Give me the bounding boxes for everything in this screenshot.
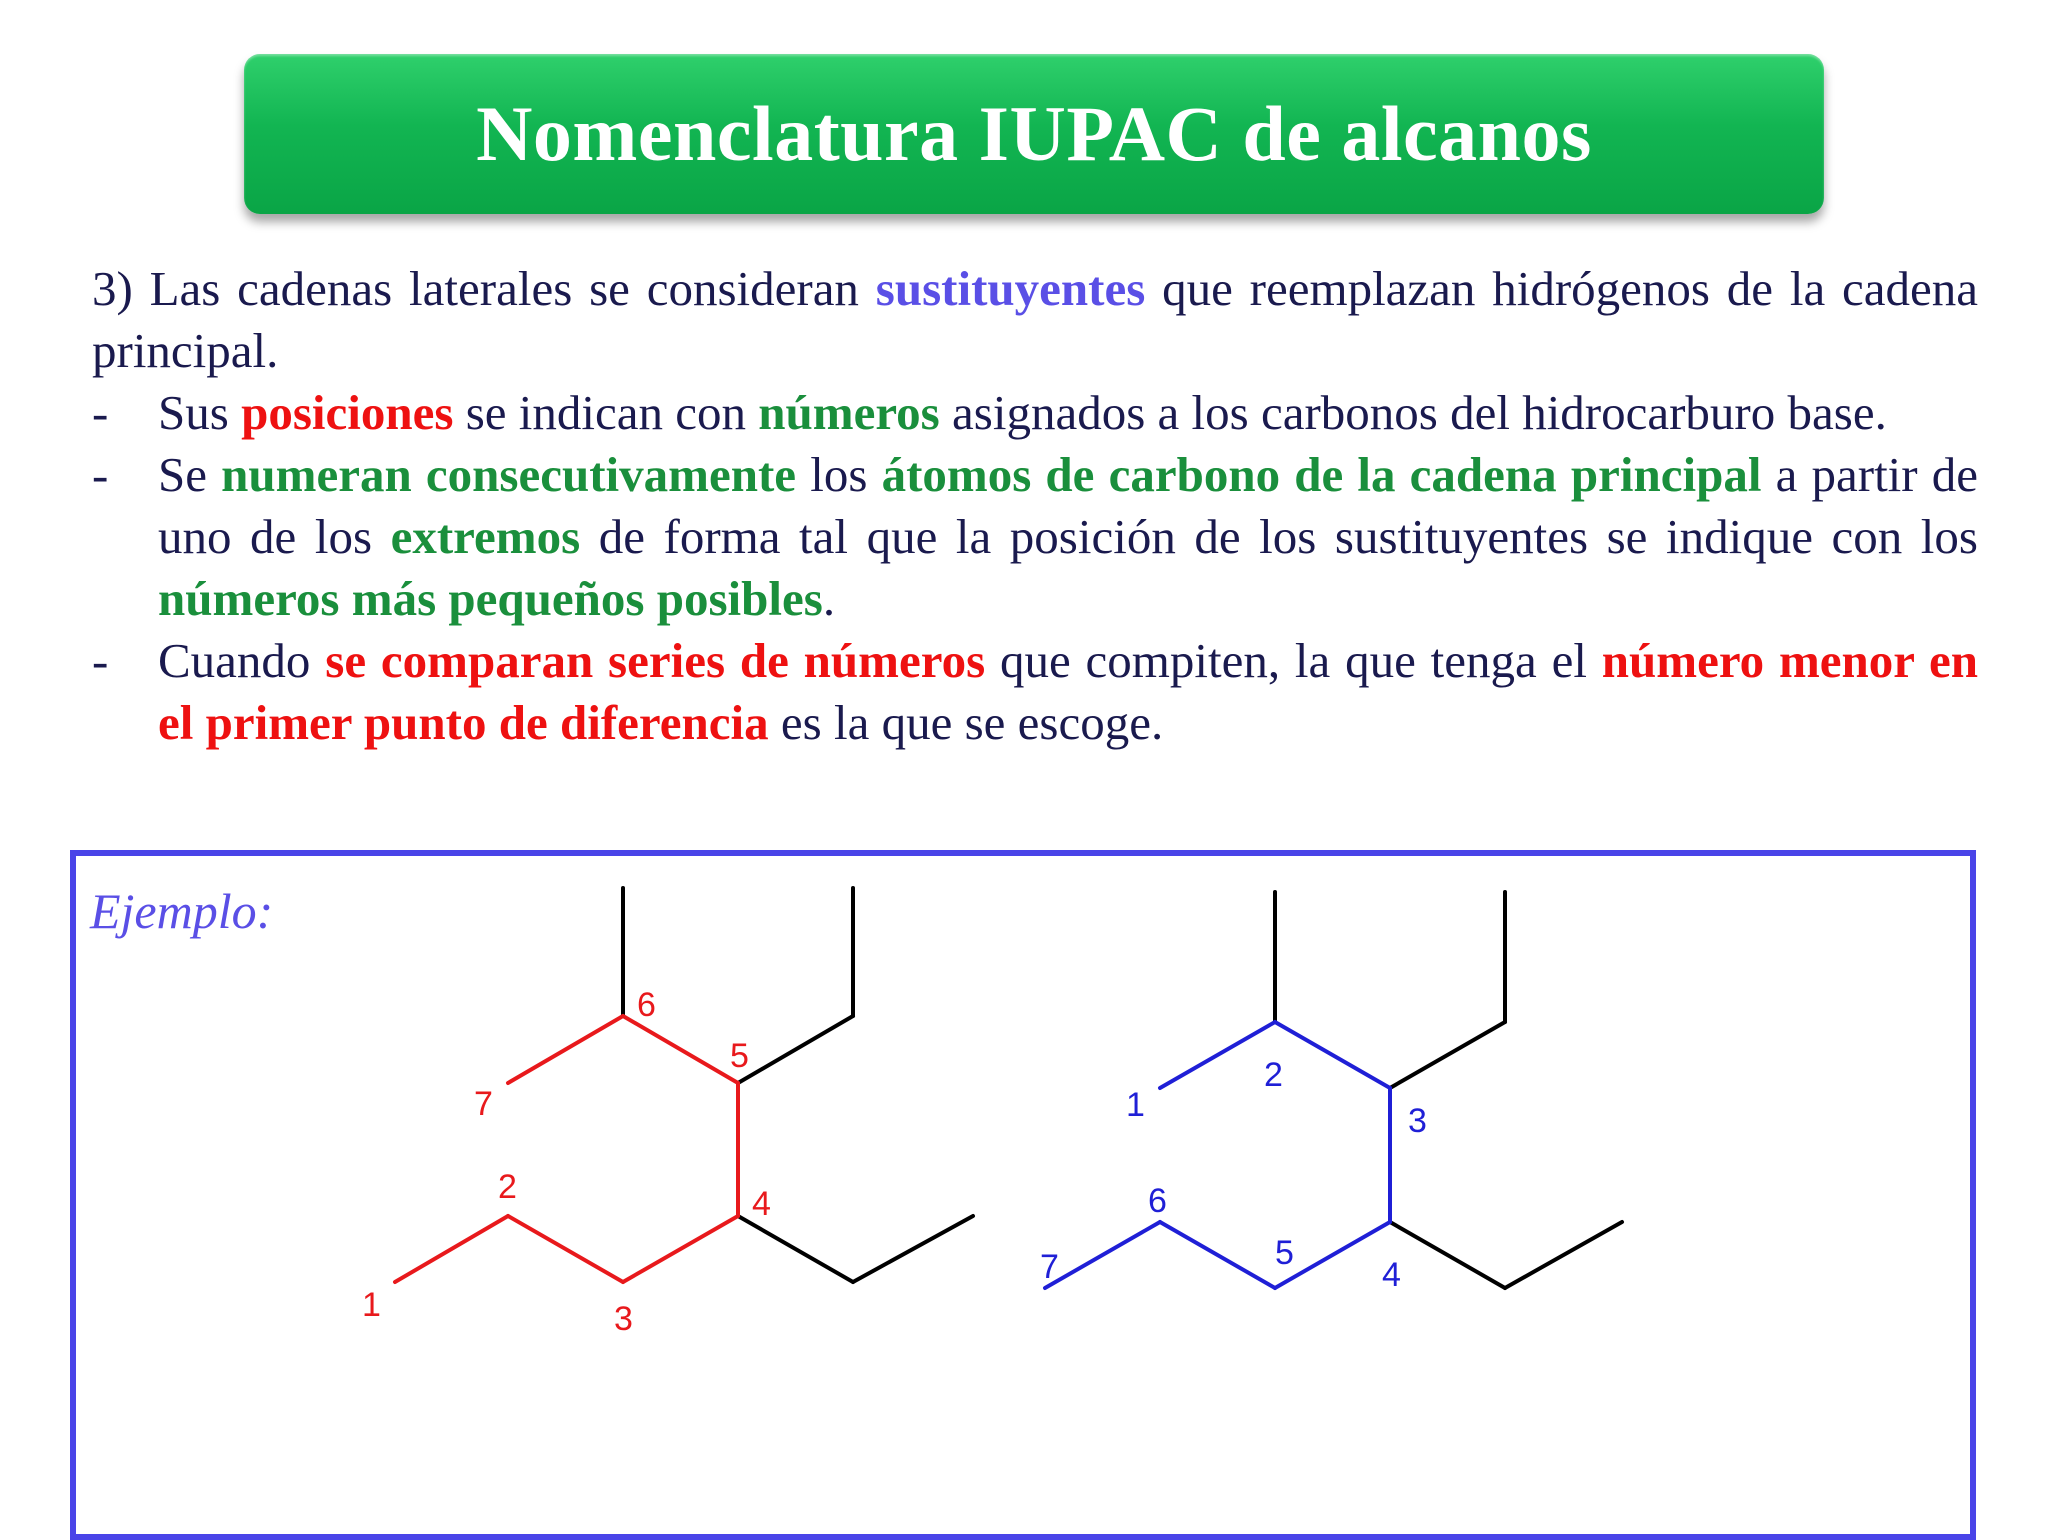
bond	[1160, 1222, 1275, 1288]
carbon-number: 2	[498, 1168, 517, 1206]
bond	[738, 1216, 853, 1282]
carbon-number: 4	[1382, 1256, 1401, 1294]
highlight-text: número menor en el primer punto de diferencia	[158, 633, 1978, 750]
intro-suffix: que reemplazan hidrógenos de la cadena principal.	[92, 261, 1978, 378]
bullet-text: de forma tal que la posición de los sustituyentes se indique con los	[580, 509, 1978, 564]
bullet-text: .	[822, 571, 836, 626]
carbon-number: 3	[614, 1300, 633, 1338]
left-molecule	[362, 888, 973, 1338]
carbon-number: 6	[637, 986, 656, 1024]
carbon-number: 7	[474, 1085, 493, 1123]
bond	[395, 1216, 508, 1282]
bond	[1160, 1022, 1275, 1088]
bullet-text: los	[796, 447, 882, 502]
bullet-text: a partir de uno de los	[158, 447, 1979, 564]
bond	[1045, 1222, 1160, 1288]
bond	[508, 1216, 623, 1282]
highlight-text: extremos	[390, 509, 581, 564]
carbon-number: 2	[1264, 1056, 1283, 1094]
bullet-text: se indican con	[453, 385, 759, 440]
bond	[1390, 1022, 1505, 1088]
bullet-text: Cuando	[158, 633, 326, 688]
highlight-text: números más pequeños posibles	[158, 571, 823, 626]
highlight-text: se comparan series de números	[325, 633, 986, 688]
bullet-text: asignados a los carbonos del hidrocarburo base.	[939, 385, 1887, 440]
page-title: Nomenclatura IUPAC de alcanos	[476, 90, 1592, 177]
bond	[623, 1016, 738, 1083]
bullet-text: Sus	[158, 385, 242, 440]
carbon-number: 5	[1275, 1234, 1294, 1272]
carbon-number: 1	[362, 1286, 381, 1324]
right-molecule	[1040, 892, 1622, 1294]
bullet-text: que compiten, la que tenga el	[985, 633, 1602, 688]
highlight-text: numeran consecutivamente	[221, 447, 797, 502]
carbon-number: 5	[730, 1037, 749, 1075]
carbon-number: 1	[1126, 1086, 1145, 1124]
bond	[623, 1216, 738, 1282]
intro-highlight: sustituyentes	[875, 261, 1146, 316]
bullet-dash: -	[92, 633, 109, 688]
bond	[853, 1216, 973, 1282]
bond	[1505, 1222, 1622, 1288]
carbon-number: 4	[752, 1185, 771, 1223]
bond	[738, 1016, 853, 1083]
example-label: Ejemplo:	[90, 883, 274, 939]
carbon-number: 3	[1408, 1102, 1427, 1140]
bullet-text: es la que se escoge.	[768, 695, 1164, 750]
highlight-text: números	[758, 385, 940, 440]
bond	[508, 1016, 623, 1083]
carbon-number: 7	[1040, 1248, 1059, 1286]
highlight-text: posiciones	[241, 385, 454, 440]
bullet-dash: -	[92, 447, 109, 502]
intro-prefix: 3) Las cadenas laterales se consideran	[92, 261, 876, 316]
bond	[1275, 1022, 1390, 1088]
bullet-dash: -	[92, 385, 109, 440]
bullet-text: Se	[158, 447, 222, 502]
bond	[1390, 1222, 1505, 1288]
carbon-number: 6	[1148, 1182, 1167, 1220]
highlight-text: átomos de carbono de la cadena principal	[881, 447, 1762, 502]
